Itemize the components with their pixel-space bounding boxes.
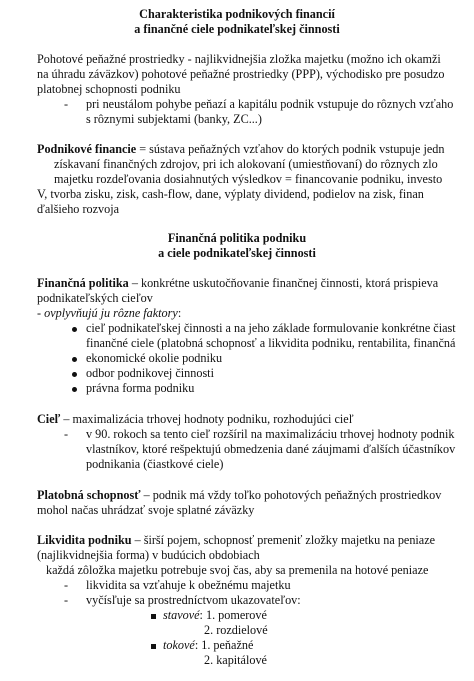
podnikove-financie-def: = sústava peňažných vzťahov do ktorých podnik vstupuje jedn: [136, 142, 445, 156]
likvidita-dash-item-1: - likvidita sa vzťahuje k obežnému majetku: [86, 578, 291, 593]
ciel-line-1: [37, 412, 354, 427]
stavove-second: 2. rozdielové: [204, 623, 268, 637]
factor-item-1-cont: finančné ciele (platobná schopnosť a likvidita podniku, rentabilita, finančná: [86, 336, 456, 350]
financna-politika-factors: [37, 306, 181, 321]
ciel-term: Cieľ: [37, 412, 61, 426]
bullet-dot: [72, 357, 77, 362]
tokove-second: 2. kapitálové: [204, 653, 267, 667]
financna-politika-line-2: podnikateľských cieľov: [37, 291, 153, 305]
podnikove-financie-term: Podnikové financie: [37, 142, 137, 156]
ppp-line-2: na úhradu záväzkov) pohotové peňažné prostriedky (PPP), východisko pre posudzo: [37, 67, 445, 81]
document-title-line-2: a finančné ciele podnikateľskej činnosti: [134, 22, 340, 36]
likvidita-dash-item-2: - vyčísľuje sa prostredníctvom ukazovateľov:: [86, 593, 301, 608]
tokove-line: [163, 638, 253, 653]
podnikove-financie-line-2: získavaní finančných zdrojov, pri ich alokovaní (umiestňovaní) do rôznych zlo: [54, 157, 438, 171]
bullet-dot: [72, 387, 77, 392]
ppp-dash-item-cont: s rôznymi subjektami (banky, ZC...): [86, 112, 262, 126]
platobna-schopnost-term: Platobná schopnosť: [37, 488, 141, 502]
podnikove-financie-line-4: V, tvorba zisku, zisk, cash-flow, dane, výplaty dividend, podielov na zisk, finan: [37, 187, 424, 201]
financna-politika-term: Finančná politika: [37, 276, 129, 290]
stavove-term: stavové: [163, 608, 200, 622]
likvidita-term: Likvidita podniku: [37, 533, 132, 547]
ppp-dash-item: - pri neustálom pohybe peňazí a kapitálu podnik vstupuje do rôznych vzťaho: [86, 97, 453, 112]
section-heading-line-1: Finančná politika podniku: [167, 231, 307, 245]
platobna-schopnost-def: – podnik má vždy toľko pohotových peňažných prostriedkov: [140, 488, 442, 502]
tokove-term: tokové: [163, 638, 195, 652]
factor-item-3: odbor podnikovej činnosti: [86, 366, 214, 380]
likvidita-line-2: (najlikvidnejšia forma) v budúcich obdobiach: [37, 548, 260, 562]
likvidita-line-3: každá zôložka majetku potrebuje svoj čas, aby sa premenila na hotové peniaze: [46, 563, 429, 577]
financna-politika-def: – konkrétne uskutočňovanie finančnej činnosti, ktorá prispieva: [128, 276, 439, 290]
stavove-first: : 1. pomerové: [199, 608, 267, 622]
bullet-square: [151, 644, 156, 649]
factors-label: - ovplyvňujú ju rôzne faktory: [37, 306, 178, 320]
stavove-line: [163, 608, 267, 623]
podnikove-financie-line-1: [37, 142, 444, 157]
platobna-schopnost-line-1: [37, 488, 441, 503]
bullet-dot: [72, 327, 77, 332]
ciel-def: – maximalizácia trhovej hodnoty podniku, rozhodujúci cieľ: [60, 412, 354, 426]
ppp-line-3: platobnej schopnosti podniku: [37, 82, 181, 96]
factors-colon: :: [177, 306, 182, 320]
bullet-square: [151, 614, 156, 619]
ciel-dash-item-cont-1: vlastníkov, ktoré rešpektujú obmedzenia dané záujmami ďalších účastníkov: [86, 442, 456, 456]
platobna-schopnost-line-2: mohol načas uhrádzať svoje splatné záväzky: [37, 503, 255, 517]
tokove-first: : 1. peňažné: [194, 638, 254, 652]
section-heading-line-2: a ciele podnikateľskej činnosti: [158, 246, 316, 260]
factor-item-4: právna forma podniku: [86, 381, 195, 395]
bullet-dot: [72, 372, 77, 377]
podnikove-financie-line-3: majetku rozdeľovania dosiahnutých výsledkov = financovanie podniku, investo: [54, 172, 443, 186]
podnikove-financie-line-5: ďalšieho rozvoja: [37, 202, 119, 216]
ciel-dash-item: - v 90. rokoch sa tento cieľ rozšíril na maximalizáciu trhovej hodnoty podnik: [86, 427, 454, 442]
factor-item-1: cieľ podnikateľskej činnosti a na jeho základe formulovanie konkrétne čiast: [86, 321, 456, 335]
ciel-dash-item-cont-2: podnikania (čiastkové ciele): [86, 457, 224, 471]
likvidita-def: – širší pojem, schopnosť premeniť zložky majetku na peniaze: [131, 533, 436, 547]
document-title-line-1: Charakteristika podnikových financií: [139, 7, 335, 21]
factor-item-2: ekonomické okolie podniku: [86, 351, 223, 365]
ppp-line-1: Pohotové peňažné prostriedky - najlikvidnejšia zložka majetku (možno ich okamži: [37, 52, 441, 66]
likvidita-line-1: [37, 533, 435, 548]
financna-politika-line-1: [37, 276, 438, 291]
